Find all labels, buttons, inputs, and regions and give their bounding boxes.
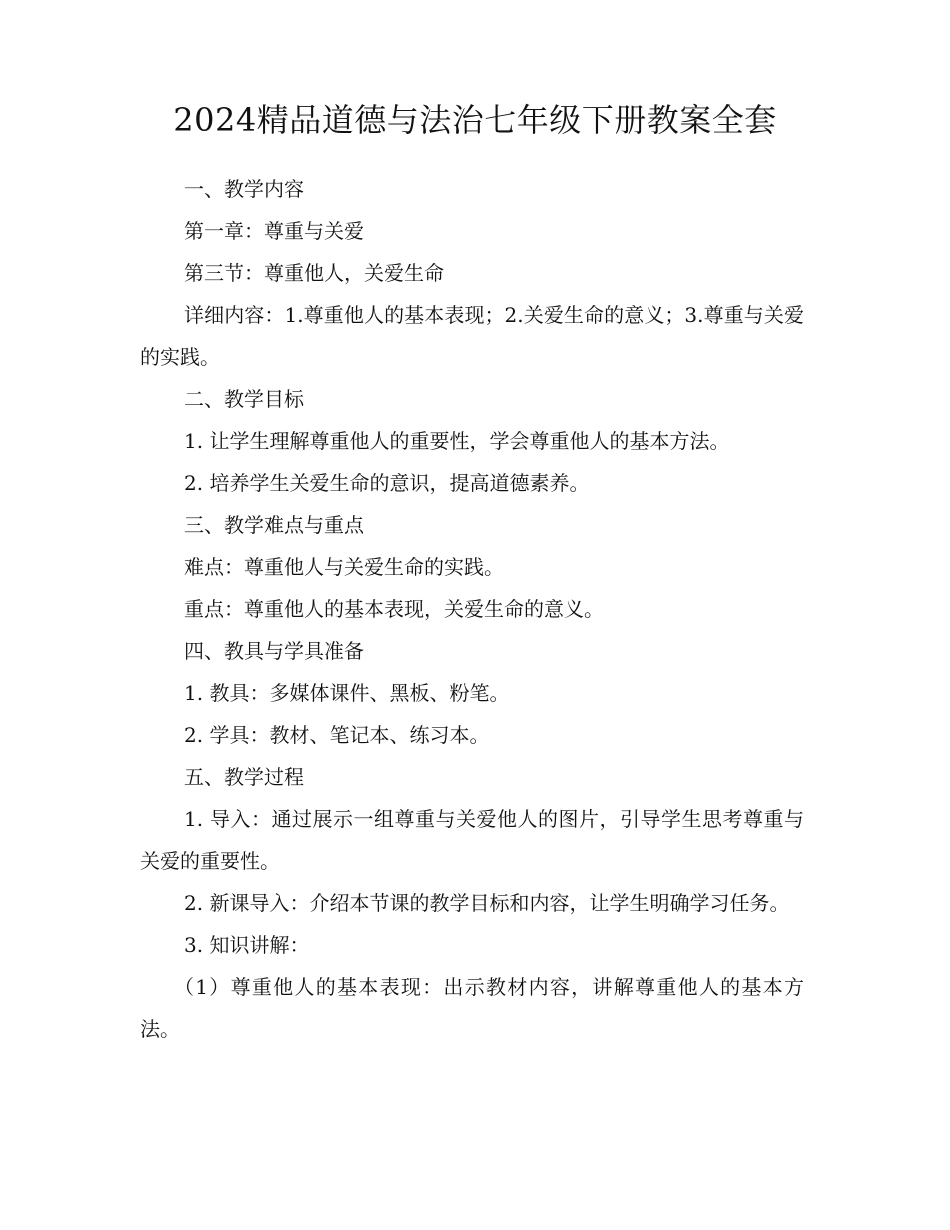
process-item-2: 2. 新课导入：介绍本节课的教学目标和内容，让学生明确学习任务。 [184, 891, 790, 915]
process-item-3: 3. 知识讲解： [184, 933, 310, 957]
process-item-1: 1. 导入：通过展示一组尊重与关爱他人的图片，引导学生思考尊重与关爱的重要性。 [140, 807, 804, 873]
process-subitem-1: （1）尊重他人的基本表现：出示教材内容，讲解尊重他人的基本方法。 [140, 975, 804, 1041]
chapter-line: 第一章：尊重与关爱 [184, 219, 364, 243]
materials-item-2: 2. 学具：教材、笔记本、练习本。 [184, 723, 490, 747]
section-heading-content: 一、教学内容 [184, 177, 304, 201]
section-heading-process: 五、教学过程 [184, 765, 304, 789]
section-heading-materials: 四、教具与学具准备 [184, 639, 364, 663]
section-heading-difficulties: 三、教学难点与重点 [184, 513, 364, 537]
detail-content-paragraph: 详细内容：1.尊重他人的基本表现；2.关爱生命的意义；3.尊重与关爱的实践。 [140, 303, 804, 369]
document-body [140, 168, 804, 1050]
goal-item-1: 1. 让学生理解尊重他人的重要性，学会尊重他人的基本方法。 [184, 429, 730, 453]
section-heading-goals: 二、教学目标 [184, 387, 304, 411]
section-line: 第三节：尊重他人，关爱生命 [184, 261, 444, 285]
difficulty-line: 难点：尊重他人与关爱生命的实践。 [184, 555, 504, 579]
goal-item-2: 2. 培养学生关爱生命的意识，提高道德素养。 [184, 471, 590, 495]
materials-item-1: 1. 教具：多媒体课件、黑板、粉笔。 [184, 681, 510, 705]
document-title: 2024精品道德与法治七年级下册教案全套 [173, 101, 777, 139]
key-point-line: 重点：尊重他人的基本表现，关爱生命的意义。 [184, 597, 604, 621]
